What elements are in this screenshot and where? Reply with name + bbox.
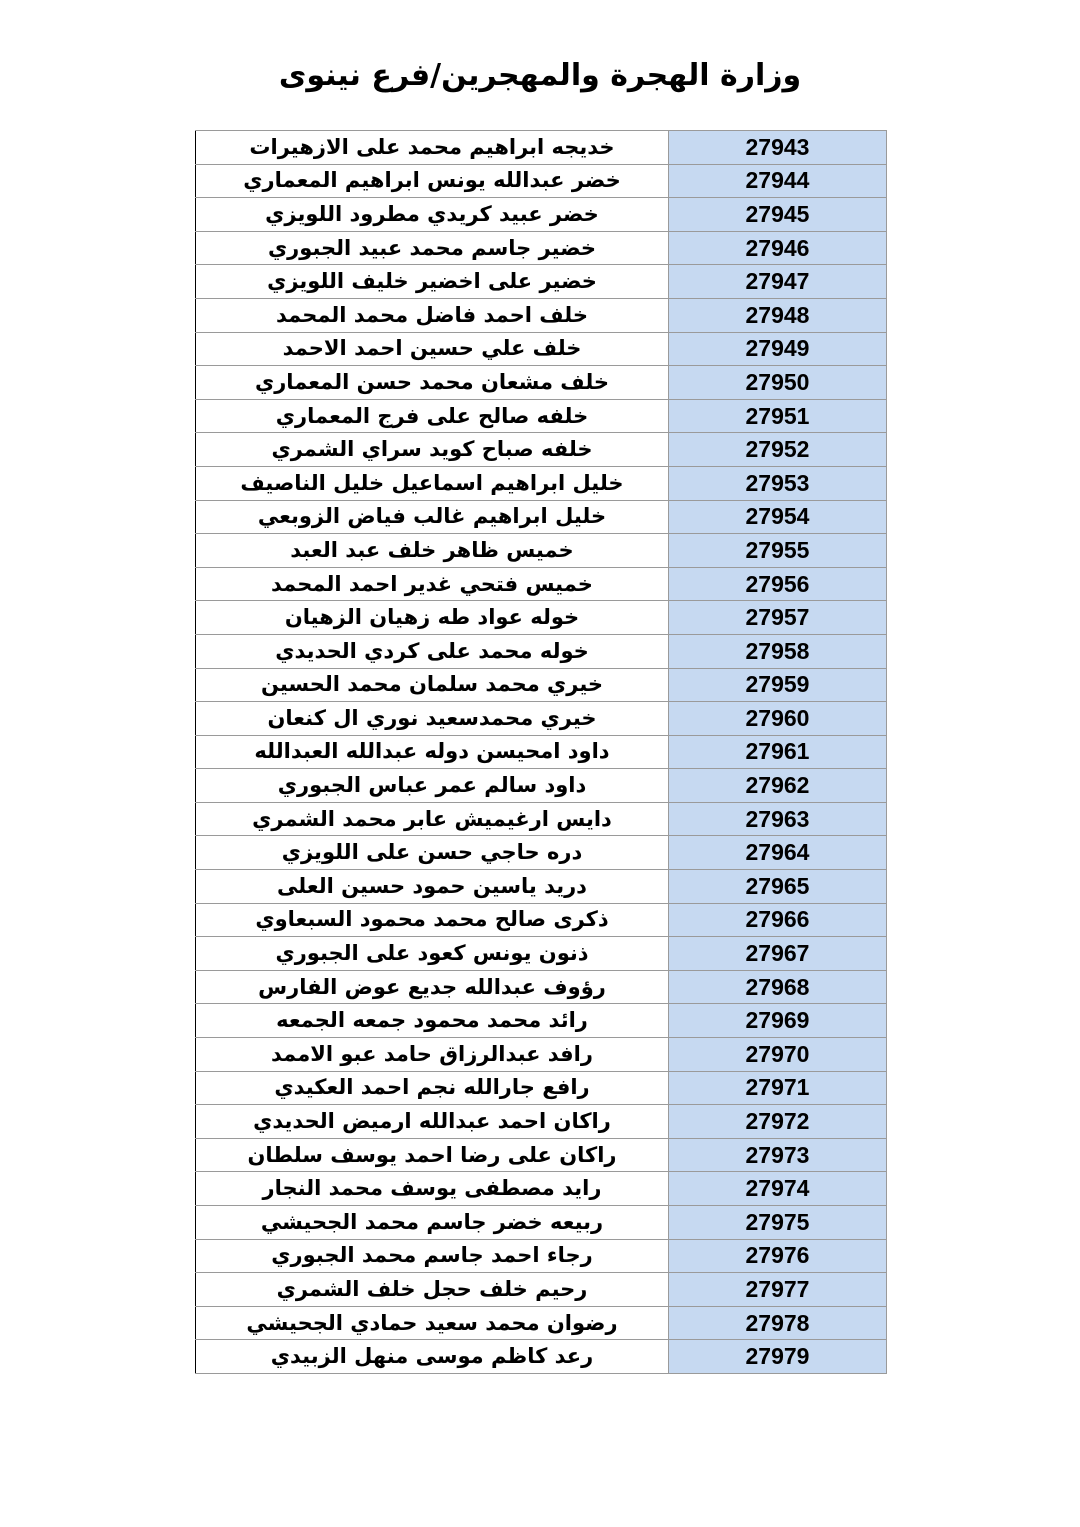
table-row bbox=[196, 567, 887, 601]
record-number-cell: 27950 bbox=[669, 366, 887, 400]
person-name-cell: خليل ابراهيم غالب فياض الزوبعي bbox=[196, 500, 669, 534]
table-row bbox=[196, 433, 887, 467]
person-name-cell: خوله محمد على كردي الحديدي bbox=[196, 634, 669, 668]
table-row bbox=[196, 366, 887, 400]
record-number-cell: 27962 bbox=[669, 769, 887, 803]
person-name-cell: رضوان محمد سعيد حمادي الجحيشي bbox=[196, 1306, 669, 1340]
person-name-cell: ذكرى صالح محمد محمود السبعاوي bbox=[196, 903, 669, 937]
record-number-cell: 27946 bbox=[669, 231, 887, 265]
record-number-cell: 27956 bbox=[669, 567, 887, 601]
person-name-cell: خلفه صالح على فرج المعماري bbox=[196, 399, 669, 433]
table-row bbox=[196, 836, 887, 870]
record-number-cell: 27958 bbox=[669, 634, 887, 668]
record-number-cell: 27954 bbox=[669, 500, 887, 534]
table-row bbox=[196, 702, 887, 736]
record-number-cell: 27953 bbox=[669, 466, 887, 500]
record-number-cell: 27964 bbox=[669, 836, 887, 870]
table-row bbox=[196, 668, 887, 702]
table-row bbox=[196, 769, 887, 803]
person-name-cell: خديجه ابراهيم محمد على الازهيرات bbox=[196, 131, 669, 165]
person-name-cell: خميس فتحي غدير احمد المحمد bbox=[196, 567, 669, 601]
person-name-cell: رايد مصطفى يوسف محمد النجار bbox=[196, 1172, 669, 1206]
records-table-body bbox=[196, 131, 887, 1374]
record-number-cell: 27965 bbox=[669, 870, 887, 904]
record-number-cell: 27975 bbox=[669, 1206, 887, 1240]
record-number-cell: 27969 bbox=[669, 1004, 887, 1038]
record-number-cell: 27957 bbox=[669, 601, 887, 635]
person-name-cell: خليل ابراهيم اسماعيل خليل الناصيف bbox=[196, 466, 669, 500]
person-name-cell: داود امحيسن دوله عبدالله العبدالله bbox=[196, 735, 669, 769]
person-name-cell: رافد عبدالرزاق حامد عبو الاممد bbox=[196, 1038, 669, 1072]
person-name-cell: راكان احمد عبدالله ارميض الحديدي bbox=[196, 1105, 669, 1139]
table-row bbox=[196, 466, 887, 500]
record-number-cell: 27955 bbox=[669, 534, 887, 568]
person-name-cell: خلف احمد فاضل محمد المحمد bbox=[196, 298, 669, 332]
table-row bbox=[196, 937, 887, 971]
person-name-cell: دريد ياسين حمود حسين العلى bbox=[196, 870, 669, 904]
person-name-cell: خوله عواد طه زهيان الزهيان bbox=[196, 601, 669, 635]
table-row bbox=[196, 265, 887, 299]
table-row bbox=[196, 1239, 887, 1273]
table-row bbox=[196, 399, 887, 433]
person-name-cell: ذنون يونس كعود على الجبوري bbox=[196, 937, 669, 971]
record-number-cell: 27961 bbox=[669, 735, 887, 769]
table-row bbox=[196, 903, 887, 937]
person-name-cell: خيري محمدسعيد نوري ال كنعان bbox=[196, 702, 669, 736]
record-number-cell: 27973 bbox=[669, 1138, 887, 1172]
table-row bbox=[196, 1172, 887, 1206]
record-number-cell: 27979 bbox=[669, 1340, 887, 1374]
table-row bbox=[196, 1038, 887, 1072]
person-name-cell: خضير جاسم محمد عبيد الجبوري bbox=[196, 231, 669, 265]
person-name-cell: راكان على رضا احمد يوسف سلطان bbox=[196, 1138, 669, 1172]
table-row bbox=[196, 332, 887, 366]
record-number-cell: 27974 bbox=[669, 1172, 887, 1206]
record-number-cell: 27945 bbox=[669, 198, 887, 232]
table-row bbox=[196, 870, 887, 904]
record-number-cell: 27972 bbox=[669, 1105, 887, 1139]
person-name-cell: رافع جارالله نجم احمد العكيدي bbox=[196, 1071, 669, 1105]
person-name-cell: ربيعه خضر جاسم محمد الجحيشي bbox=[196, 1206, 669, 1240]
record-number-cell: 27970 bbox=[669, 1038, 887, 1072]
record-number-cell: 27951 bbox=[669, 399, 887, 433]
table-row bbox=[196, 1071, 887, 1105]
record-number-cell: 27978 bbox=[669, 1306, 887, 1340]
record-number-cell: 27967 bbox=[669, 937, 887, 971]
record-number-cell: 27968 bbox=[669, 970, 887, 1004]
record-number-cell: 27966 bbox=[669, 903, 887, 937]
person-name-cell: دره حاجي حسن على اللويزي bbox=[196, 836, 669, 870]
table-row bbox=[196, 164, 887, 198]
person-name-cell: داود سالم عمر عباس الجبوري bbox=[196, 769, 669, 803]
table-row bbox=[196, 1306, 887, 1340]
record-number-cell: 27960 bbox=[669, 702, 887, 736]
table-row bbox=[196, 131, 887, 165]
records-table bbox=[195, 130, 887, 1374]
record-number-cell: 27949 bbox=[669, 332, 887, 366]
record-number-cell: 27963 bbox=[669, 802, 887, 836]
table-row bbox=[196, 1138, 887, 1172]
table-row bbox=[196, 1273, 887, 1307]
record-number-cell: 27952 bbox=[669, 433, 887, 467]
table-row bbox=[196, 231, 887, 265]
person-name-cell: رائد محمد محمود جمعه الجمعه bbox=[196, 1004, 669, 1038]
person-name-cell: خضر عبيد كريدي مطرود اللويزي bbox=[196, 198, 669, 232]
person-name-cell: خميس ظاهر خلف عبد العبد bbox=[196, 534, 669, 568]
person-name-cell: رحيم خلف حجل خلف الشمري bbox=[196, 1273, 669, 1307]
table-row bbox=[196, 1004, 887, 1038]
table-row bbox=[196, 1105, 887, 1139]
person-name-cell: خضر عبدالله يونس ابراهيم المعماري bbox=[196, 164, 669, 198]
table-row bbox=[196, 970, 887, 1004]
person-name-cell: خضير على اخضير خليف اللويزي bbox=[196, 265, 669, 299]
person-name-cell: رعد كاظم موسى منهل الزبيدي bbox=[196, 1340, 669, 1374]
table-row bbox=[196, 802, 887, 836]
table-row bbox=[196, 198, 887, 232]
table-row bbox=[196, 1340, 887, 1374]
table-row bbox=[196, 298, 887, 332]
record-number-cell: 27959 bbox=[669, 668, 887, 702]
table-row bbox=[196, 735, 887, 769]
record-number-cell: 27948 bbox=[669, 298, 887, 332]
person-name-cell: خيري محمد سلمان محمد الحسين bbox=[196, 668, 669, 702]
table-row bbox=[196, 500, 887, 534]
table-row bbox=[196, 1206, 887, 1240]
person-name-cell: دايس ارغيميش عابر محمد الشمري bbox=[196, 802, 669, 836]
person-name-cell: خلفه صباح كويد سراي الشمري bbox=[196, 433, 669, 467]
record-number-cell: 27976 bbox=[669, 1239, 887, 1273]
table-row bbox=[196, 534, 887, 568]
record-number-cell: 27971 bbox=[669, 1071, 887, 1105]
person-name-cell: خلف علي حسين احمد الاحمد bbox=[196, 332, 669, 366]
record-number-cell: 27977 bbox=[669, 1273, 887, 1307]
record-number-cell: 27943 bbox=[669, 131, 887, 165]
record-number-cell: 27947 bbox=[669, 265, 887, 299]
person-name-cell: خلف مشعان محمد حسن المعماري bbox=[196, 366, 669, 400]
table-row bbox=[196, 601, 887, 635]
table-row bbox=[196, 634, 887, 668]
page-title: وزارة الهجرة والمهجرين/فرع نينوى bbox=[278, 58, 802, 93]
person-name-cell: رجاء احمد جاسم محمد الجبوري bbox=[196, 1239, 669, 1273]
person-name-cell: رؤوف عبدالله جديع عوض الفارس bbox=[196, 970, 669, 1004]
record-number-cell: 27944 bbox=[669, 164, 887, 198]
